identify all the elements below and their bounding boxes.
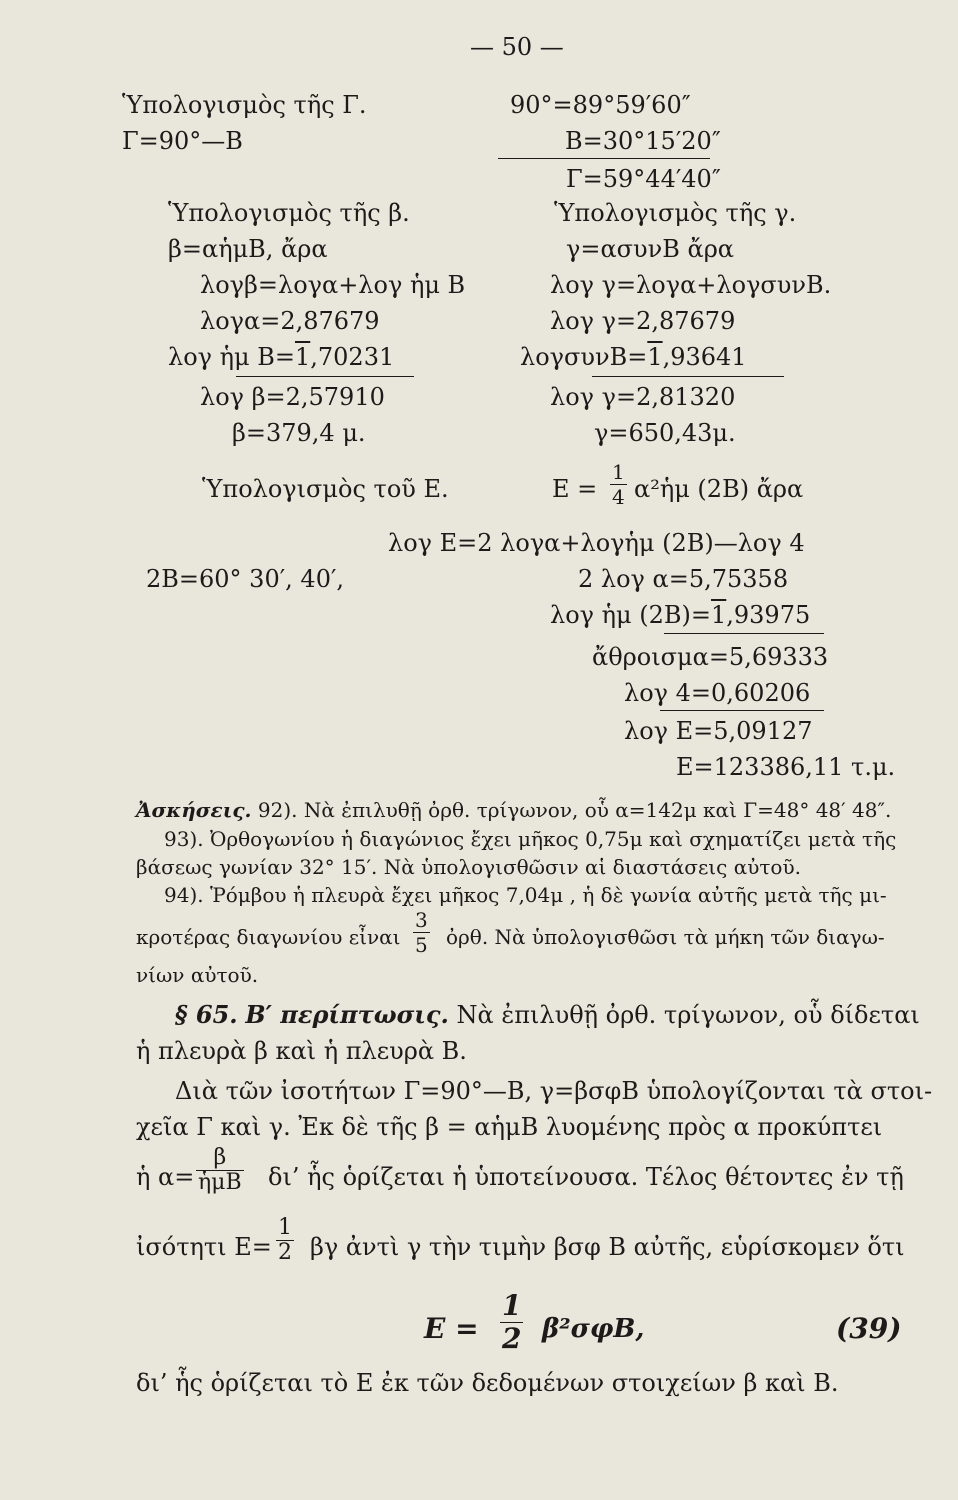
calc-g-heading: Ὑπολογισμὸς τῆς γ.	[554, 199, 797, 227]
exercise-94-den: 5	[415, 933, 428, 957]
page-number: — 50 —	[470, 33, 564, 61]
exercise-92	[136, 795, 891, 825]
calc-b-line4-char: 1	[294, 343, 311, 371]
calc-b-line2: λογβ=λογα+λογ ἡμ B	[200, 271, 466, 299]
section-title: B′ περίπτωσις.	[245, 1000, 449, 1029]
exercise-94-frac	[413, 908, 430, 957]
calc-g-line1: γ=ασυνB ἄρα	[566, 235, 735, 263]
calc-e-rule2	[660, 710, 824, 711]
calc-e-line5: λογ 4=0,60206	[624, 679, 811, 707]
calc-b-line4-mantissa: ,70231	[310, 343, 395, 371]
calc-b-line6: β=379,4 μ.	[232, 419, 366, 447]
calc-e-eq-rhs: α²ἡμ (2B) ἄρα	[634, 475, 804, 503]
section-para-line4b: βγ ἀντὶ γ τὴν τιμὴν βσφ B αὐτῆς, εὑρίσκομεν ὅτι	[310, 1233, 905, 1261]
calc-b-line3: λογα=2,87679	[200, 307, 380, 335]
formula-den: 2	[502, 1322, 522, 1355]
exercise-94-line3: νίων αὐτοῦ.	[136, 963, 259, 987]
section-para-frac2-num: 1	[278, 1215, 292, 1240]
calc-e-line2: 2 λογ α=5,75358	[578, 565, 789, 593]
calc-g-line3: λογ γ=2,87679	[550, 307, 736, 335]
exercise-93-line1: 93). Ὀρθογωνίου ἡ διαγώνιος ἔχει μῆκος 0,75μ καὶ σχηματίζει μετὰ τῆς	[164, 827, 897, 851]
calc-e-line3	[550, 600, 810, 630]
section-para-line2: χεῖα Γ καὶ γ. Ἐκ δὲ τῆς β = αἡμB λυομένης πρὸς α προκύπτει	[136, 1113, 883, 1141]
calc-g-line4	[520, 342, 747, 372]
exercises-label: Ἀσκήσεις.	[136, 798, 252, 822]
calc-g-rule	[592, 376, 784, 377]
section-line1: Νὰ ἐπιλυθῇ ὀρθ. τρίγωνον, οὗ δίδεται	[456, 1001, 920, 1029]
calc-gamma-rule	[498, 158, 710, 159]
exercise-93-line2: βάσεως γωνίαν 32° 15′. Νὰ ὑπολογισθῶσιν αἱ διαστάσεις αὐτοῦ.	[136, 855, 801, 879]
calc-e-line3-mantissa: ,93975	[726, 601, 811, 629]
calc-gamma-result: Γ=59°44′40″	[566, 165, 721, 193]
calc-e-line1: λογ E=2 λογα+λογἡμ (2B)—λογ 4	[388, 529, 805, 557]
calc-e-line7: E=123386,11 τ.μ.	[676, 753, 896, 781]
calc-e-eq-lhs: E =	[552, 475, 598, 503]
section-para-frac2-den: 2	[278, 1240, 292, 1265]
exercise-94-line2a: κροτέρας διαγωνίου εἶναι	[136, 925, 401, 949]
section-para-frac2	[276, 1216, 294, 1265]
calc-e-line6: λογ E=5,09127	[624, 717, 813, 745]
section-last-line: δι’ ἧς ὁρίζεται τὸ E ἐκ τῶν δεδομένων στοιχείων β καὶ B.	[136, 1369, 839, 1397]
section-para-line3a: ἡ α=	[136, 1163, 195, 1191]
formula-lhs: E =	[424, 1312, 479, 1345]
section-number: § 65.	[175, 1000, 238, 1029]
calc-e-heading: Ὑπολογισμὸς τοῦ E.	[202, 475, 449, 503]
calc-g-line4-mantissa: ,93641	[662, 343, 747, 371]
calc-gamma-formula: Γ=90°—B	[122, 127, 243, 155]
calc-e-eq-frac	[610, 460, 627, 509]
calc-gamma-heading: Ὑπολογισμὸς τῆς Γ.	[122, 91, 367, 119]
section-para-frac1	[196, 1146, 244, 1195]
formula-num: 1	[502, 1289, 522, 1322]
calc-e-eq-den: 4	[612, 485, 625, 509]
section-para-line1: Διὰ τῶν ἰσοτήτων Γ=90°—B, γ=βσφB ὑπολογίζονται τὰ στοι-	[175, 1077, 933, 1105]
calc-g-line4-char: 1	[647, 343, 663, 371]
calc-e-angle: 2B=60° 30′, 40′,	[146, 565, 345, 593]
exercise-94-line2b: ὀρθ. Νὰ ὑπολογισθῶσι τὰ μήκη τῶν διαγω-	[446, 925, 885, 949]
section-para-frac1-num: β	[196, 1146, 244, 1171]
exercise-94-num: 3	[415, 908, 428, 932]
section-para-line3b: δι’ ἧς ὁρίζεται ἡ ὑποτείνουσα. Τέλος θέτοντες ἐν τῇ	[268, 1163, 904, 1191]
calc-g-line4-label: λογσυνB=	[520, 343, 648, 371]
calc-e-eq-num: 1	[612, 460, 625, 484]
calc-b-line1: β=αἡμB, ἄρα	[168, 235, 328, 263]
calc-b-line4-label: λογ ἡμ B=	[168, 343, 295, 371]
section-para-frac1-den: ἡμB	[198, 1170, 242, 1195]
calc-b-line4	[168, 342, 394, 372]
calc-g-line5: λογ γ=2,81320	[550, 383, 736, 411]
calc-gamma-line2: B=30°15′20″	[565, 127, 721, 155]
calc-e-rule1	[664, 633, 824, 634]
calc-b-heading: Ὑπολογισμὸς τῆς β.	[168, 199, 410, 227]
formula-number: (39)	[836, 1312, 902, 1345]
exercise-94-line1: 94). Ῥόμβου ἡ πλευρὰ ἔχει μῆκος 7,04μ , ἡ δὲ γωνία αὐτῆς μετὰ τῆς μι-	[164, 883, 887, 907]
calc-b-line5: λογ β=2,57910	[200, 383, 385, 411]
section-para-line4a: ἰσότητι E=	[136, 1233, 272, 1261]
section-line2: ἡ πλευρὰ β καὶ ἡ πλευρὰ B.	[136, 1037, 467, 1065]
calc-b-rule	[236, 376, 414, 377]
calc-e-line3-label: λογ ἡμ (2B)=	[550, 601, 711, 629]
formula-rhs: β²σφB,	[542, 1314, 645, 1344]
calc-g-line6: γ=650,43μ.	[594, 419, 736, 447]
exercise-92-text: 92). Νὰ ἐπιλυθῇ ὀρθ. τρίγωνον, οὗ α=142μ καὶ Γ=48° 48′ 48″.	[257, 798, 892, 822]
calc-e-line4: ἄθροισμα=5,69333	[592, 643, 829, 671]
section-header	[175, 1000, 920, 1030]
calc-gamma-line1: 90°=89°59′60″	[510, 91, 691, 119]
formula-frac	[500, 1290, 523, 1355]
calc-g-line2: λογ γ=λογα+λογσυνB.	[550, 271, 832, 299]
calc-e-line3-char: 1	[710, 601, 727, 629]
